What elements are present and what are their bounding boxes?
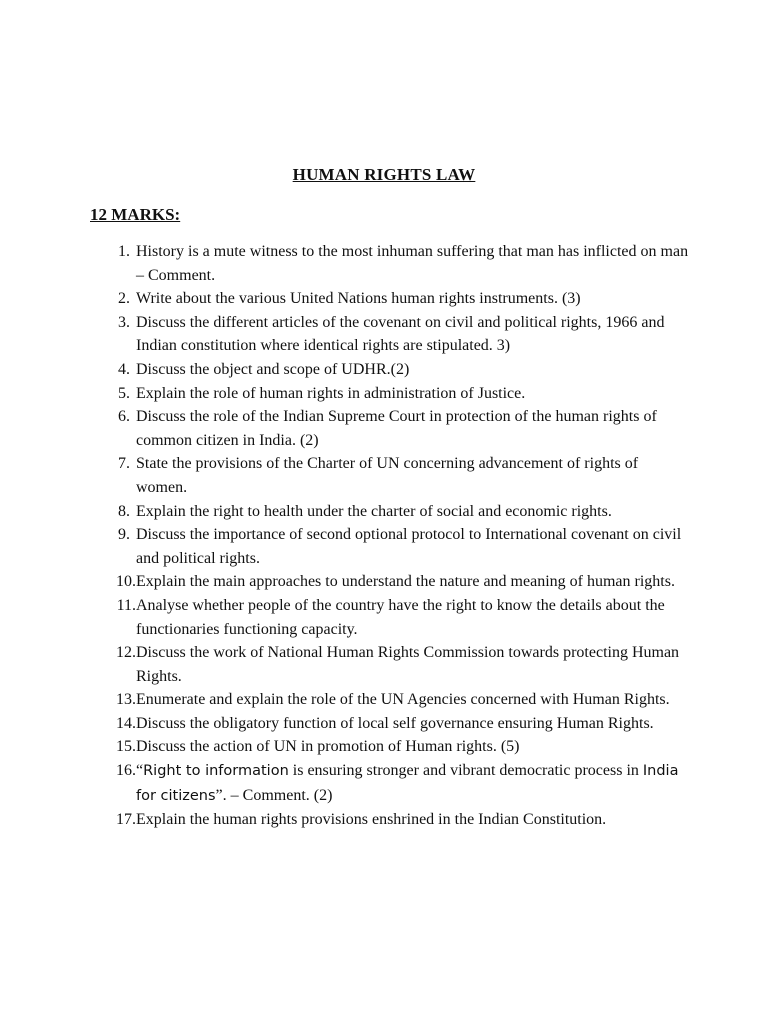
section-heading: 12 MARKS:: [90, 205, 181, 224]
question-text: [136, 759, 690, 808]
list-item: [90, 712, 690, 736]
question-number: 3.: [118, 313, 130, 331]
list-item: [90, 405, 690, 452]
question-text: Analyse whether people of the country have the right to know the details about the functionaries functioning capacity.: [136, 596, 665, 638]
question-text: Enumerate and explain the role of the UN Agencies concerned with Human Rights.: [136, 691, 670, 709]
list-item: [90, 382, 690, 406]
question-number: 1.: [118, 243, 130, 260]
question-text: Discuss the object and scope of UDHR.(2): [136, 360, 410, 378]
list-item: [90, 287, 690, 311]
question-text: Write about the various United Nations human rights instruments. (3): [136, 290, 581, 308]
question-text: Discuss the role of the Indian Supreme Court in protection of the human rights of common citizen in India. (2): [136, 408, 657, 449]
question-number: 9.: [118, 526, 130, 544]
question-number: 17.: [116, 811, 136, 829]
question-text: Discuss the different articles of the covenant on civil and political rights, 1966 and Indian constitution where identical rights are stipulated. 3): [136, 313, 665, 355]
question-number: 15.: [116, 738, 136, 756]
question-text: Discuss the importance of second optional protocol to International covenant on civil and political rights.: [136, 526, 682, 567]
question-number: 10.: [116, 573, 136, 591]
question-text: Discuss the obligatory function of local self governance ensuring Human Rights.: [136, 714, 654, 732]
question-number: 8.: [118, 502, 130, 520]
document-title: HUMAN RIGHTS LAW: [292, 165, 476, 184]
question-number: 7.: [118, 455, 130, 473]
list-item: [90, 570, 690, 594]
question-number: 13.: [116, 691, 136, 709]
list-item: [90, 759, 690, 808]
question-list: [90, 240, 690, 832]
list-item: [90, 452, 690, 499]
emphasis-right-to-information: Right to information: [143, 763, 289, 780]
question-number: 11.: [116, 596, 136, 614]
list-item: [90, 358, 690, 382]
question-text: History is a mute witness to the most inhuman suffering that man has inflicted on man – Comment.: [136, 243, 689, 284]
question-text: Explain the main approaches to understand the nature and meaning of human rights.: [136, 573, 675, 591]
list-item: [90, 500, 690, 524]
question-text: Explain the role of human rights in administration of Justice.: [136, 384, 526, 402]
list-item: [90, 808, 690, 832]
list-item: [90, 735, 690, 759]
question-text: Discuss the action of UN in promotion of Human rights. (5): [136, 738, 520, 756]
question-number: 16.: [116, 762, 136, 780]
question-number: 5.: [118, 384, 130, 402]
question-number: 4.: [118, 360, 130, 378]
list-item: [90, 240, 690, 287]
question-text: Explain the human rights provisions enshrined in the Indian Constitution.: [136, 811, 607, 829]
question-number: 12.: [116, 644, 136, 662]
emphasis-india-for-citizens: India for citizens: [136, 763, 679, 804]
question-number: 14.: [116, 714, 136, 732]
list-item: [90, 523, 690, 570]
question-text: Discuss the work of National Human Rights Commission towards protecting Human Rights.: [136, 644, 680, 685]
question-number: 2.: [118, 290, 130, 308]
open-quote: “: [136, 762, 144, 780]
question-text: Explain the right to health under the charter of social and economic rights.: [136, 502, 612, 520]
question-text: State the provisions of the Charter of UN concerning advancement of rights of women.: [136, 455, 639, 496]
list-item: [90, 688, 690, 712]
list-item: [90, 641, 690, 688]
question-number: 6.: [118, 408, 130, 426]
list-item: [90, 594, 690, 641]
question-text-middle: is ensuring stronger and vibrant democratic process in: [288, 762, 643, 780]
list-item: [90, 311, 690, 358]
question-text-tail: ”. – Comment. (2): [215, 786, 333, 804]
